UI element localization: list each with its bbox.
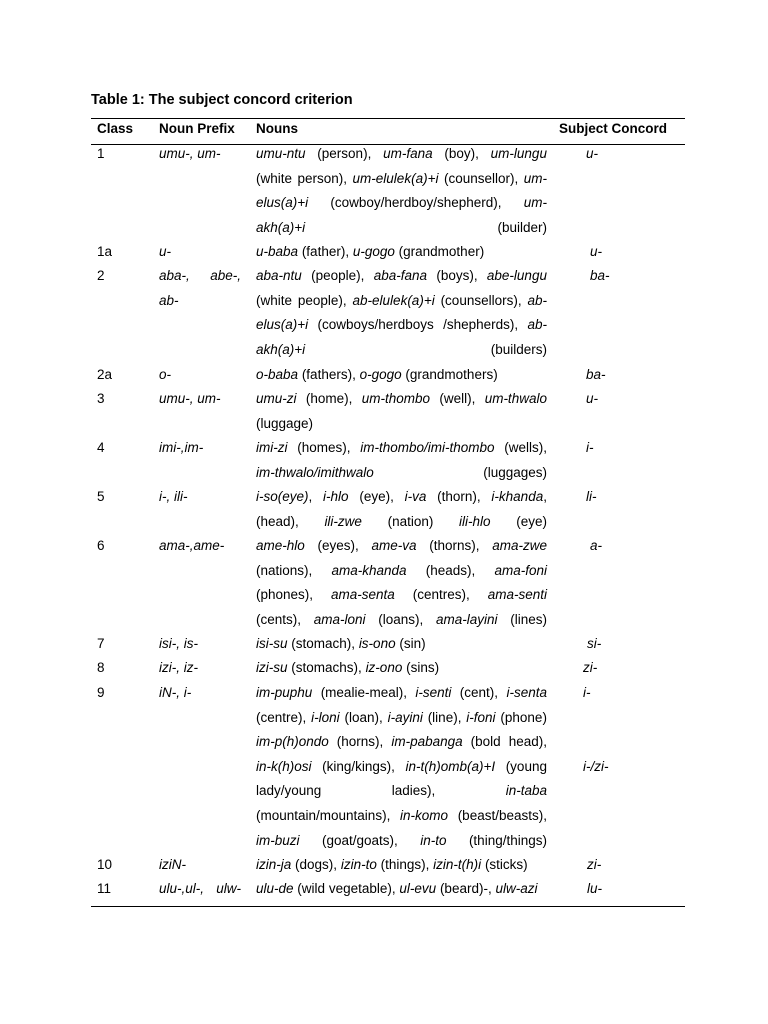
prefix-cell: o- (159, 367, 172, 382)
subject-concord-cell: u- (586, 391, 599, 406)
nouns-cell: o-baba (fathers), o-gogo (grandmothers) (256, 367, 498, 382)
prefix-cell: u- (159, 244, 172, 259)
nouns-cell: umu-ntu (person), um-fana (boy), um-lungu (white person), um-elulek(a)+i (counsellor), um-elus(a)+i (cowboy/herdboy/shepherd), um-akh(a)+i (builder) (256, 146, 547, 235)
class-cell: 11 (97, 881, 112, 896)
class-cell: 2 (97, 268, 105, 283)
header-class: Class (97, 121, 134, 136)
table-bottom-rule (91, 906, 685, 907)
subject-concord-cell: i- (586, 440, 594, 455)
subject-concord-cell: si- (587, 636, 602, 651)
prefix-cell: iN-, i- (159, 685, 192, 700)
subject-concord-cell: li- (586, 489, 597, 504)
table-title: Table 1: The subject concord criterion (91, 92, 353, 108)
prefix-cell: aba-, abe-, ab- (159, 268, 241, 308)
nouns-cell: i-so(eye), i-hlo (eye), i-va (thorn), i-khanda, (head), ili-zwe (nation) ili-hlo (eye) (256, 489, 547, 529)
class-cell: 5 (97, 489, 105, 504)
subject-concord-cell: a- (590, 538, 603, 553)
class-cell: 3 (97, 391, 105, 406)
class-cell: 9 (97, 685, 105, 700)
class-cell: 2a (97, 367, 113, 382)
subject-concord-cell: ba- (586, 367, 606, 382)
class-cell: 1a (97, 244, 113, 259)
header-noun-prefix: Noun Prefix (159, 121, 235, 136)
subject-concord-cell: zi- (587, 857, 602, 872)
nouns-cell: umu-zi (home), um-thombo (well), um-thwalo (luggage) (256, 391, 547, 431)
subject-concord-cell: lu- (587, 881, 603, 896)
subject-concord-cell: ba- (590, 268, 610, 283)
subject-concord-cell: i- (583, 685, 591, 700)
table-top-rule (91, 118, 685, 119)
nouns-cell: im-puphu (mealie-meal), i-senti (cent), i-senta (centre), i-loni (loan), i-ayini (line), i-foni (phone) im-p(h)ondo (horns), im-pabanga (bold head), in-k(h)osi (king/kings), in-t(h)omb(a)+I (young lady/young ladies), in-taba (mountain/mountains), in-komo (beast/beasts), im-buzi (goat/goats), in-to (thing/things) (256, 685, 547, 848)
nouns-cell: izin-ja (dogs), izin-to (things), izin-t(h)i (sticks) (256, 857, 528, 872)
prefix-cell: i-, ili- (159, 489, 188, 504)
subject-concord-cell: u- (590, 244, 603, 259)
class-cell: 4 (97, 440, 105, 455)
header-nouns: Nouns (256, 121, 298, 136)
prefix-cell: ama-,ame- (159, 538, 225, 553)
subject-concord-cell-alt: i-/zi- (583, 759, 609, 774)
class-cell: 1 (97, 146, 105, 161)
nouns-cell: izi-su (stomachs), iz-ono (sins) (256, 660, 440, 675)
nouns-cell: ulu-de (wild vegetable), ul-evu (beard)-, ulw-azi (256, 881, 538, 896)
subject-concord-cell: zi- (583, 660, 598, 675)
class-cell: 6 (97, 538, 105, 553)
prefix-cell: iziN- (159, 857, 186, 872)
prefix-cell: umu-, um- (159, 391, 221, 406)
class-cell: 8 (97, 660, 105, 675)
prefix-cell: ulu-,ul-, ulw- (159, 881, 241, 896)
nouns-cell: u-baba (father), u-gogo (grandmother) (256, 244, 485, 259)
prefix-cell: izi-, iz- (159, 660, 198, 675)
prefix-cell: umu-, um- (159, 146, 221, 161)
nouns-cell: aba-ntu (people), aba-fana (boys), abe-lungu (white people), ab-elulek(a)+i (counsellors), ab-elus(a)+i (cowboys/herdboys /shepherds), ab-akh(a)+i (builders) (256, 268, 547, 357)
prefix-cell: isi-, is- (159, 636, 198, 651)
nouns-cell: isi-su (stomach), is-ono (sin) (256, 636, 426, 651)
subject-concord-cell: u- (586, 146, 599, 161)
class-cell: 10 (97, 857, 113, 872)
header-subject-concord: Subject Concord (559, 121, 668, 136)
class-cell: 7 (97, 636, 105, 651)
nouns-cell: ame-hlo (eyes), ame-va (thorns), ama-zwe (nations), ama-khanda (heads), ama-foni (phones), ama-senta (centres), ama-senti (cents), ama-loni (loans), ama-layini (lines) (256, 538, 547, 627)
prefix-cell: imi-,im- (159, 440, 204, 455)
nouns-cell: imi-zi (homes), im-thombo/imi-thombo (wells), im-thwalo/imithwalo (luggages) (256, 440, 547, 480)
